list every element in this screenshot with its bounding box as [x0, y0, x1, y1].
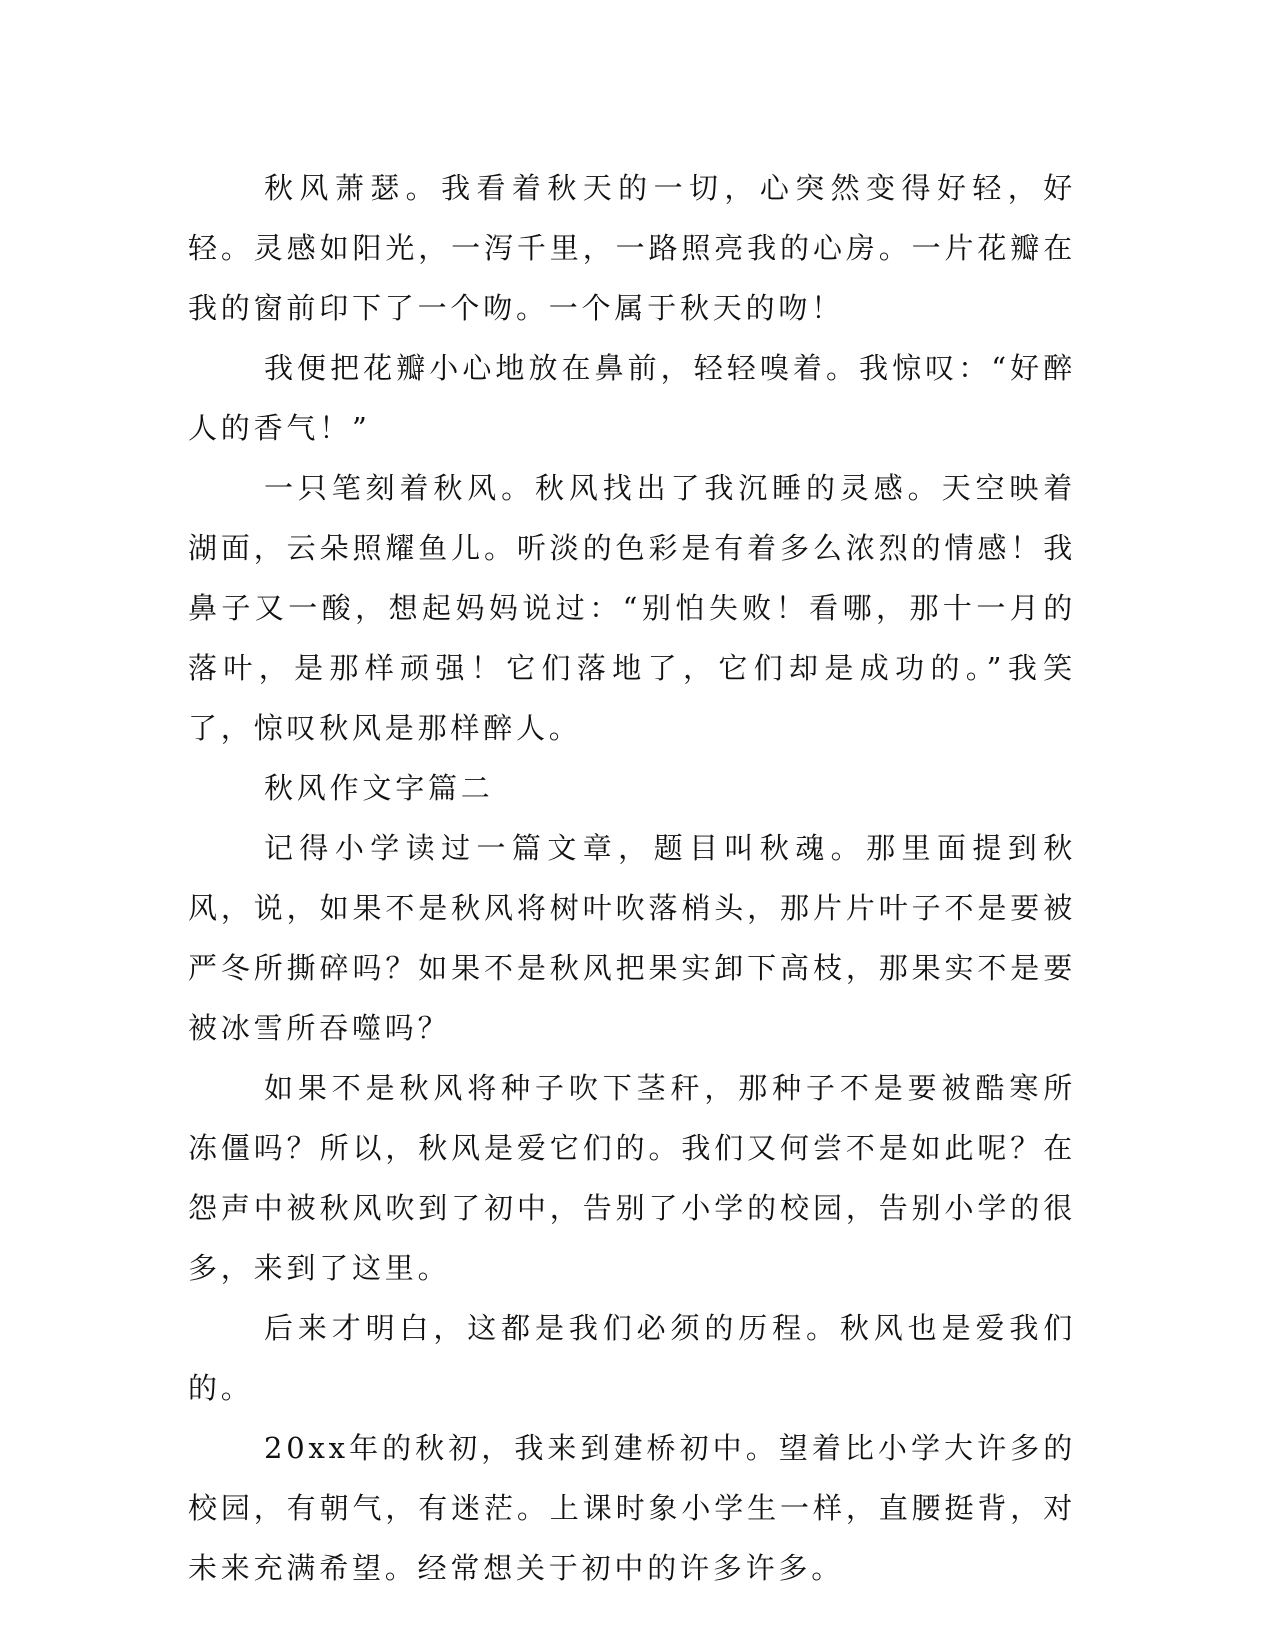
paragraph: 20xx年的秋初，我来到建桥初中。望着比小学大许多的校园，有朝气，有迷茫。上课时象小学生一样，直腰挺背，对未来充满希望。经常想关于初中的许多许多。: [188, 1431, 1076, 1585]
paragraph: 一只笔刻着秋风。秋风找出了我沉睡的灵感。天空映着湖面，云朵照耀鱼儿。听淡的色彩是有着多么浓烈的情感！我鼻子又一酸，想起妈妈说过：“别怕失败！看哪，那十一月的落叶，是那样顽强！它们落地了，它们却是成功的。”我笑了，惊叹秋风是那样醉人。: [188, 471, 1076, 745]
paragraph: 我便把花瓣小心地放在鼻前，轻轻嗅着。我惊叹：“好醉人的香气！”: [188, 351, 1076, 445]
paragraph: 如果不是秋风将种子吹下茎秆，那种子不是要被酷寒所冻僵吗？所以，秋风是爱它们的。我们又何尝不是如此呢？在怨声中被秋风吹到了初中，告别了小学的校园，告别小学的很多，来到了这里。: [188, 1071, 1076, 1285]
section-heading: 秋风作文字篇二: [264, 771, 494, 805]
paragraph: 秋风萧瑟。我看着秋天的一切，心突然变得好轻，好轻。灵感如阳光，一泻千里，一路照亮我的心房。一片花瓣在我的窗前印下了一个吻。一个属于秋天的吻！: [188, 171, 1076, 325]
paragraph: 后来才明白，这都是我们必须的历程。秋风也是爱我们的。: [188, 1311, 1076, 1405]
paragraph: 记得小学读过一篇文章，题目叫秋魂。那里面提到秋风，说，如果不是秋风将树叶吹落梢头，那片片叶子不是要被严冬所撕碎吗？如果不是秋风把果实卸下高枝，那果实不是要被冰雪所吞噬吗？: [188, 831, 1076, 1045]
document-body: [188, 158, 1076, 1598]
